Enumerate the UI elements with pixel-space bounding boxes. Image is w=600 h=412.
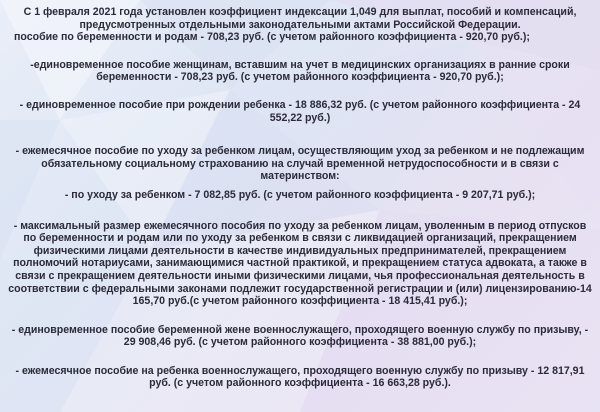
list-item: - максимальный размер ежемесячного пособия по уходу за ребенком лицам, уволенным в период отпусков по беременности и родам или по уходу за ребенком в связи с ликвидацией организаций, прекращением физическими лицами деятельности в качестве индивидуальных предпринимателей, прекращением полномочий нотариусами, занимающимися частной практикой, и прекращением статуса адвоката, а также в связи с прекращением деятельности иными физическими лицами, чья профессиональная деятельность в соответствии с федеральными законами подлежит государственной регистрации и (или) лицензированию-14 165,70 руб.(с учетом районного коэффициента - 18 415,41 руб.); <box>8 219 592 308</box>
list-item: - единовременное пособие беременной жене военнослужащего, проходящего военную службу по призыву, - 29 908,46 руб. (с учетом районного коэффициента - 38 881,00 руб.); <box>11 323 589 349</box>
intro-paragraph: С 1 февраля 2021 года установлен коэффициент индексации 1,049 для выплат, пособий и компенсаций, предусмотренных отдельными законодательными актами Российской Федерации. <box>23 6 577 31</box>
list-item: пособие по беременности и родам - 708,23 руб. (с учетом районного коэффициента - 920,70 руб.); <box>14 31 530 44</box>
list-item: - ежемесячное пособие на ребенка военнослужащего, проходящего военную службу по призыву - 12 817,91 руб. (с учетом районного коэффициента - 16 663,28 руб.). <box>15 364 585 390</box>
list-item: - по уходу за ребенком - 7 082,85 руб. (с учетом районного коэффициента - 9 207,71 руб.); <box>64 188 536 201</box>
list-item: -единовременное пособие женщинам, вставшим на учет в медицинских организациях в ранние сроки беременности - 708,23 руб. (с учетом районного коэффициента - 920,70 руб.); <box>30 58 570 84</box>
list-item: - единовременное пособие при рождении ребенка - 18 886,32 руб. (с учетом районного коэффициента - 24 552,22 руб.) <box>19 98 581 124</box>
list-item: - ежемесячное пособие по уходу за ребенком лицам, осуществляющим уход за ребенком и не подлежащим обязательному социальному страхованию на случай временной нетрудоспособности и в связи с материнством: <box>15 145 585 183</box>
document-body <box>6 6 594 390</box>
